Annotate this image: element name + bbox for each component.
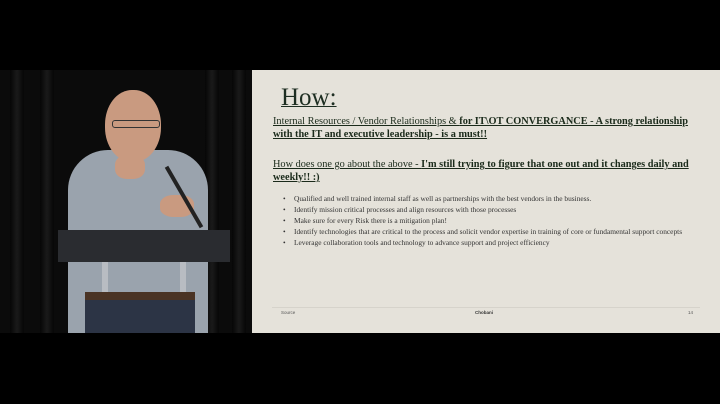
belt [85, 292, 195, 300]
slide-paragraph-1 [273, 115, 703, 141]
slide-paragraph-2 [273, 158, 703, 184]
footer-source: Source [281, 310, 296, 315]
bullet-item: • Qualified and well trained internal staff as well as partnerships with the best vendors in the business. [294, 193, 694, 204]
speaker-video [0, 70, 252, 333]
glasses [112, 120, 160, 128]
slide-title: How: [281, 84, 337, 111]
bullet-item: • Leverage collaboration tools and technology to advance support and project efficiency [294, 237, 694, 248]
jeans [85, 300, 195, 333]
footer-brand: Chobani [475, 310, 493, 315]
bullet-item: • Make sure for every Risk there is a mitigation plan! [294, 215, 694, 226]
podium [58, 230, 230, 262]
presentation-slide [252, 70, 720, 333]
bullet-list [294, 193, 694, 248]
paragraph-bold-text: for IT\OT CONVERGANCE - A strong relationship with the IT and executive leadership - is a must!! [273, 116, 688, 140]
curtain-fold [10, 70, 24, 333]
bullet-item: • Identify mission critical processes and align resources with those processes [294, 204, 694, 215]
page-number: 14 [688, 310, 694, 315]
curtain-fold [40, 70, 54, 333]
paragraph-text: Internal Resources / Vendor Relationships & [273, 116, 460, 127]
speaker-hand [115, 155, 145, 179]
curtain-fold [232, 70, 246, 333]
paragraph-text: How does one go about the above - [273, 159, 422, 170]
bullet-item: • Identify technologies that are critical to the process and solicit vendor expertise in training of core or fundamental support concepts [294, 226, 694, 237]
footer-divider [272, 307, 700, 308]
paragraph-bold-text: I'm still trying to figure that one out and it changes daily and weekly!! :) [273, 159, 689, 183]
